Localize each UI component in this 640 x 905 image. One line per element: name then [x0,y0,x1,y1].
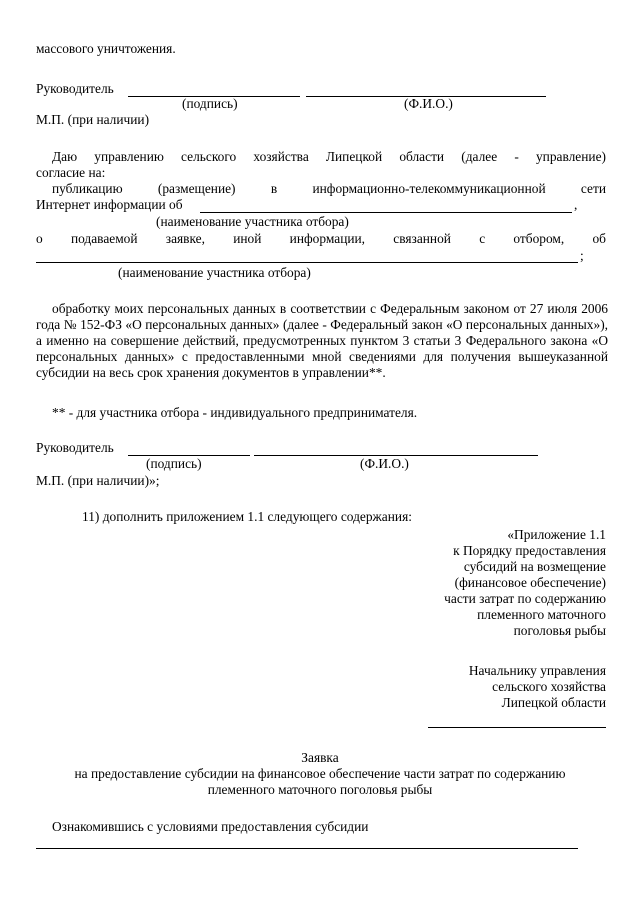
addressee-line-3: Липецкой области [501,695,606,710]
fill-in-line [36,848,578,849]
signatory-label: Руководитель [36,81,114,96]
appendix-line-6: племенного маточного [477,607,606,622]
fio-caption: (Ф.И.О.) [404,96,453,111]
consent-line-4: Интернет информации об [36,197,183,212]
appendix-line-3: субсидий на возмещение [463,559,606,574]
addressee-line-1: Начальнику управления [468,663,606,678]
footnote: ** - для участника отбора - индивидуального предпринимателя. [52,405,418,420]
fio-caption: (Ф.И.О.) [360,456,409,471]
appendix-line-4: (финансовое обеспечение) [454,575,606,590]
appendix-line-2: к Порядку предоставления [453,543,606,558]
application-title: Заявка [301,750,339,765]
participant-name-line-2 [36,262,578,263]
appendix-line-7: поголовья рыбы [513,623,606,638]
consent-line-1: Даю управлению сельского хозяйства Липецкой области (далее - управление) [52,149,606,164]
application-subtitle-2: племенного маточного поголовья рыбы [207,782,433,797]
semicolon: ; [580,248,584,263]
comma: , [574,197,578,212]
addressee-name-line [428,727,606,728]
text-line: массового уничтожения. [36,41,176,56]
appendix-line-1: «Приложение 1.1 [507,527,606,542]
participant-name-line-1 [200,212,572,213]
signature-caption: (подпись) [146,456,202,471]
stamp-note: М.П. (при наличии) [36,112,150,127]
signatory-label: Руководитель [36,440,114,455]
stamp-note: М.П. (при наличии)»; [36,473,160,488]
appendix-line-5: части затрат по содержанию [444,591,606,606]
participant-name-caption-1: (наименование участника отбора) [156,214,349,229]
consent-line-2: согласие на: [36,165,106,180]
application-intro: Ознакомившись с условиями предоставления субсидии [52,819,369,834]
participant-name-caption-2: (наименование участника отбора) [118,265,311,280]
personal-data-paragraph: обработку моих персональных данных в соответствии с Федеральным законом от 27 июля 2006 года № 152-ФЗ «О персональных данных» (далее - Федеральный закон «О персональных данных»), а именно на совершение действий, предусмотренных пунктом 3 статьи 3 Федерального закона «О персональных данных» с предоставленными мной сведениями для получения вышеуказанной субсидии на весь срок хранения документов в управлении**. [36,301,608,380]
item-11: 11) дополнить приложением 1.1 следующего содержания: [82,509,412,524]
signature-caption: (подпись) [182,96,238,111]
consent-line-3: публикацию (размещение) в информационно-телекоммуникационной сети [52,181,606,196]
consent-line-5: о подаваемой заявке, иной информации, связанной с отбором, об [36,231,606,246]
addressee-line-2: сельского хозяйства [492,679,606,694]
application-subtitle-1: на предоставление субсидии на финансовое обеспечение части затрат по содержанию [74,766,566,781]
